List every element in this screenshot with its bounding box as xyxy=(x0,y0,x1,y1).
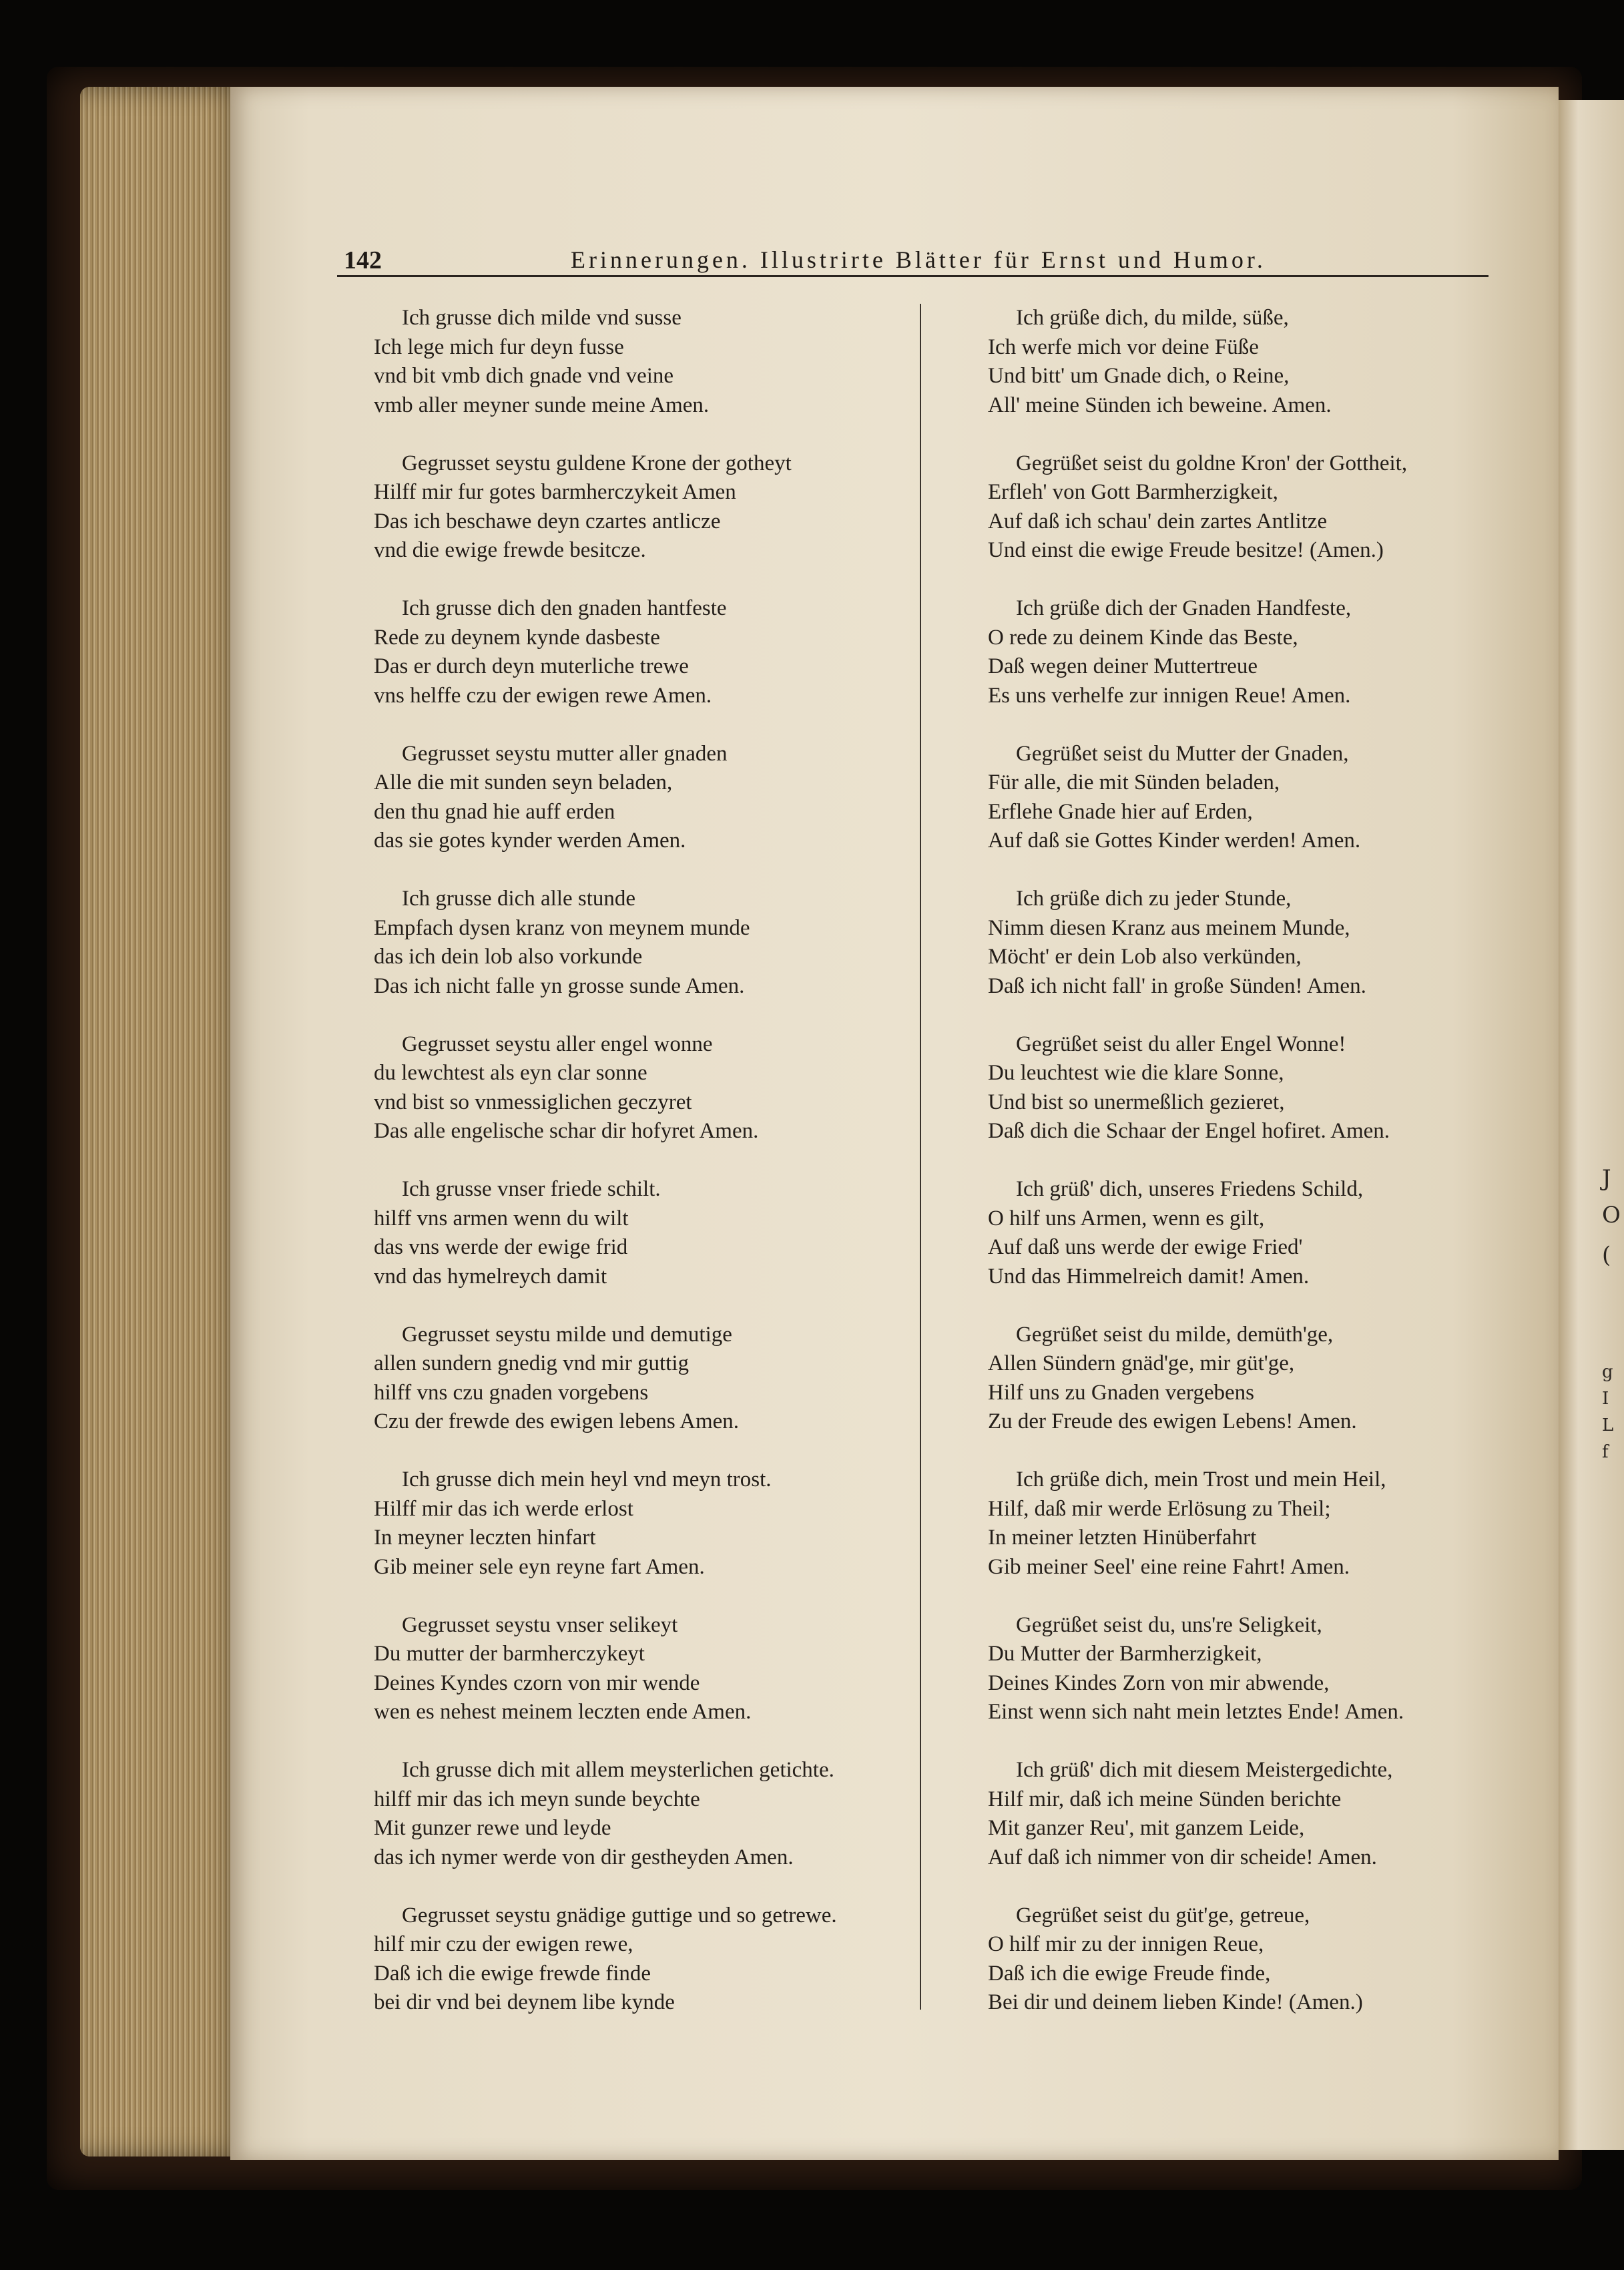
verse-line: Ich lege mich fur deyn fusse xyxy=(374,334,624,359)
verse-line: das vns werde der ewige frid xyxy=(374,1235,628,1259)
verse-line: allen sundern gnedig vnd mir guttig xyxy=(374,1351,690,1375)
verse-line: Ich grusse dich mein heyl vnd meyn trost. xyxy=(402,1467,772,1492)
verse-line: Daß dich die Schaar der Engel hofiret. Amen. xyxy=(988,1119,1390,1143)
verse-line: Ich grüße dich, du milde, süße, xyxy=(1016,306,1289,330)
verse-line: Gegrüßet seist du, uns're Seligkeit, xyxy=(1016,1612,1322,1637)
facing-page-glyph: ( xyxy=(1602,1242,1611,1269)
verse-line: Gegrusset seystu aller engel wonne xyxy=(402,1032,713,1056)
stanza xyxy=(374,1756,908,1872)
verse-line: Gegrusset seystu guldene Krone der gotheyt xyxy=(402,451,792,475)
verse-line: Du leuchtest wie die klare Sonne, xyxy=(988,1061,1284,1085)
verse-line: vnd bist so vnmessiglichen geczyret xyxy=(374,1090,692,1114)
verse-line: Deines Kindes Zorn von mir abwende, xyxy=(988,1670,1330,1695)
facing-page-glyph: J xyxy=(1602,1165,1611,1192)
verse-line: Auf daß ich nimmer von dir scheide! Amen. xyxy=(988,1845,1377,1869)
verse-line: hilff vns czu gnaden vorgebens xyxy=(374,1380,649,1405)
verse-line: Daß wegen deiner Muttertreue xyxy=(988,654,1258,678)
verse-line: Das ich beschawe deyn czartes antlicze xyxy=(374,509,721,533)
verse-line: vnd bit vmb dich gnade vnd veine xyxy=(374,364,674,388)
stanza xyxy=(988,1321,1495,1437)
stanza xyxy=(374,304,908,420)
verse-line: All' meine Sünden ich beweine. Amen. xyxy=(988,393,1332,417)
verse-line: das sie gotes kynder werden Amen. xyxy=(374,829,686,853)
facing-page-glyph: g xyxy=(1602,1362,1613,1382)
verse-line: Daß ich die ewige Freude finde, xyxy=(988,1961,1271,1986)
stanza xyxy=(988,449,1495,565)
verse-line: Ich grusse dich milde vnd susse xyxy=(402,306,682,330)
verse-line: Und einst die ewige Freude besitze! (Amen.) xyxy=(988,538,1384,562)
verse-line: hilff vns armen wenn du wilt xyxy=(374,1206,629,1230)
facing-page-glyph: L xyxy=(1602,1415,1614,1435)
stanza xyxy=(374,449,908,565)
verse-line: Hilf uns zu Gnaden vergebens xyxy=(988,1380,1254,1405)
stanza xyxy=(988,594,1495,710)
verse-line: Ich grüß' dich mit diesem Meistergedichte, xyxy=(1016,1758,1393,1782)
stanza xyxy=(988,1611,1495,1727)
verse-line: Du mutter der barmherczykeyt xyxy=(374,1642,645,1666)
stanza xyxy=(988,1030,1495,1146)
stanza xyxy=(988,1465,1495,1582)
page-edges xyxy=(80,87,247,2156)
verse-line: O rede zu deinem Kinde das Beste, xyxy=(988,625,1298,650)
verse-line: Ich werfe mich vor deine Füße xyxy=(988,334,1259,359)
verse-line: Und das Himmelreich damit! Amen. xyxy=(988,1264,1310,1289)
verse-line: du lewchtest als eyn clar sonne xyxy=(374,1061,647,1085)
verse-line: Nimm diesen Kranz aus meinem Munde, xyxy=(988,915,1350,940)
verse-line: Gegrüßet seist du goldne Kron' der Gottheit, xyxy=(1016,451,1408,475)
stanza xyxy=(374,1175,908,1291)
verse-line: Hilff mir fur gotes barmherczykeit Amen xyxy=(374,480,736,504)
stanza xyxy=(374,1321,908,1437)
verse-line: Bei dir und deinem lieben Kinde! (Amen.) xyxy=(988,1990,1363,2014)
verse-line: Hilf mir, daß ich meine Sünden berichte xyxy=(988,1787,1342,1811)
verse-line: Und bist so unermeßlich gezieret, xyxy=(988,1090,1285,1114)
page-header xyxy=(344,246,1492,279)
verse-line: das ich dein lob also vorkunde xyxy=(374,945,643,969)
verse-line: Einst wenn sich naht mein letztes Ende! Amen. xyxy=(988,1700,1404,1724)
verse-line: vns helffe czu der ewigen rewe Amen. xyxy=(374,683,712,708)
verse-line: Ich grüße dich zu jeder Stunde, xyxy=(1016,887,1292,911)
verse-line: Gegrüßet seist du aller Engel Wonne! xyxy=(1016,1032,1346,1056)
verse-line: Auf daß ich schau' dein zartes Antlitze xyxy=(988,509,1328,533)
verse-line: Gib meiner Seel' eine reine Fahrt! Amen. xyxy=(988,1554,1350,1579)
verse-line: Gegrüßet seist du milde, demüth'ge, xyxy=(1016,1322,1334,1347)
verse-line: In meiner letzten Hinüberfahrt xyxy=(988,1526,1257,1550)
verse-line: Ich grusse vnser friede schilt. xyxy=(402,1177,661,1201)
verse-line: Und bitt' um Gnade dich, o Reine, xyxy=(988,364,1290,388)
stanza xyxy=(374,1465,908,1582)
verse-line: Ich grusse dich alle stunde xyxy=(402,887,636,911)
verse-line: Gegrusset seystu milde und demutige xyxy=(402,1322,732,1347)
verse-line: hilf mir czu der ewigen rewe, xyxy=(374,1932,633,1956)
verse-line: O hilf uns Armen, wenn es gilt, xyxy=(988,1206,1265,1230)
verse-line: Gegrusset seystu gnädige guttige und so getrewe. xyxy=(402,1903,837,1927)
stanza xyxy=(374,594,908,710)
stanza xyxy=(374,885,908,1001)
facing-page-glyph: f xyxy=(1602,1442,1609,1462)
verse-line: Ich grusse dich den gnaden hantfeste xyxy=(402,596,727,620)
verse-line: Möcht' er dein Lob also verkünden, xyxy=(988,945,1302,969)
verse-line: hilff mir das ich meyn sunde beychte xyxy=(374,1787,700,1811)
verse-line: das ich nymer werde von dir gestheyden Amen. xyxy=(374,1845,794,1869)
verse-line: Mit ganzer Reu', mit ganzem Leide, xyxy=(988,1816,1305,1840)
column-divider xyxy=(920,304,921,2010)
verse-line: Empfach dysen kranz von meynem munde xyxy=(374,915,750,940)
stanza xyxy=(374,1030,908,1146)
verse-line: Daß ich nicht fall' in große Sünden! Amen. xyxy=(988,973,1366,998)
verse-line: Erfleh' von Gott Barmherzigkeit, xyxy=(988,480,1278,504)
header-rule xyxy=(337,275,1488,277)
facing-page-glyph: O xyxy=(1602,1202,1621,1228)
verse-line: Ich grüße dich der Gnaden Handfeste, xyxy=(1016,596,1352,620)
verse-line: O hilf mir zu der innigen Reue, xyxy=(988,1932,1264,1956)
verse-line: Gegrüßet seist du güt'ge, getreue, xyxy=(1016,1903,1310,1927)
verse-line: Gegrusset seystu mutter aller gnaden xyxy=(402,741,728,766)
verse-line: Auf daß sie Gottes Kinder werden! Amen. xyxy=(988,829,1361,853)
verse-line: Allen Sündern gnäd'ge, mir güt'ge, xyxy=(988,1351,1295,1375)
verse-line: vnd die ewige frewde besitcze. xyxy=(374,538,646,562)
verse-line: Das ich nicht falle yn grosse sunde Amen. xyxy=(374,973,745,998)
verse-line: Czu der frewde des ewigen lebens Amen. xyxy=(374,1409,740,1433)
verse-line: vmb aller meyner sunde meine Amen. xyxy=(374,393,710,417)
stanza xyxy=(374,1901,908,2018)
verse-line: Erflehe Gnade hier auf Erden, xyxy=(988,799,1253,824)
stanza xyxy=(988,740,1495,856)
verse-line: Deines Kyndes czorn von mir wende xyxy=(374,1670,700,1695)
verse-line: Gib meiner sele eyn reyne fart Amen. xyxy=(374,1554,705,1579)
running-title: Erinnerungen. Illustrirte Blätter für Ernst und Humor. xyxy=(571,246,1266,273)
verse-line: Ich grusse dich mit allem meysterlichen getichte. xyxy=(402,1758,834,1782)
verse-line: Ich grüße dich, mein Trost und mein Heil, xyxy=(1016,1467,1386,1492)
verse-line: In meyner leczten hinfart xyxy=(374,1526,596,1550)
verse-line: Zu der Freude des ewigen Lebens! Amen. xyxy=(988,1409,1357,1433)
verse-line: bei dir vnd bei deynem libe kynde xyxy=(374,1990,675,2014)
left-column-original-text xyxy=(374,304,908,2046)
verse-line: Das alle engelische schar dir hofyret Amen. xyxy=(374,1119,759,1143)
stanza xyxy=(988,304,1495,420)
verse-line: Ich grüß' dich, unseres Friedens Schild, xyxy=(1016,1177,1364,1201)
facing-page-glyph: I xyxy=(1602,1389,1609,1409)
verse-line: Auf daß uns werde der ewige Fried' xyxy=(988,1235,1303,1259)
verse-line: Daß ich die ewige frewde finde xyxy=(374,1961,651,1986)
verse-line: wen es nehest meinem leczten ende Amen. xyxy=(374,1700,752,1724)
stanza xyxy=(988,1901,1495,2018)
verse-line: Hilf, daß mir werde Erlösung zu Theil; xyxy=(988,1496,1331,1521)
verse-line: vnd das hymelreych damit xyxy=(374,1264,607,1289)
page-number: 142 xyxy=(344,246,382,274)
verse-line: Mit gunzer rewe und leyde xyxy=(374,1816,611,1840)
verse-line: Hilff mir das ich werde erlost xyxy=(374,1496,633,1521)
stanza xyxy=(374,740,908,856)
verse-line: Gegrusset seystu vnser selikeyt xyxy=(402,1612,678,1637)
verse-line: den thu gnad hie auff erden xyxy=(374,799,615,824)
stanza xyxy=(988,885,1495,1001)
verse-line: Es uns verhelfe zur innigen Reue! Amen. xyxy=(988,683,1351,708)
stanza xyxy=(374,1611,908,1727)
verse-line: Rede zu deynem kynde dasbeste xyxy=(374,625,660,650)
stanza xyxy=(988,1175,1495,1291)
right-column-modern-text xyxy=(988,304,1495,2046)
verse-line: Das er durch deyn muterliche trewe xyxy=(374,654,689,678)
verse-line: Gegrüßet seist du Mutter der Gnaden, xyxy=(1016,741,1349,766)
facing-page-edge xyxy=(1559,100,1624,2150)
verse-line: Für alle, die mit Sünden beladen, xyxy=(988,770,1280,794)
stanza xyxy=(988,1756,1495,1872)
verse-line: Du Mutter der Barmherzigkeit, xyxy=(988,1642,1262,1666)
verse-line: Alle die mit sunden seyn beladen, xyxy=(374,770,673,794)
